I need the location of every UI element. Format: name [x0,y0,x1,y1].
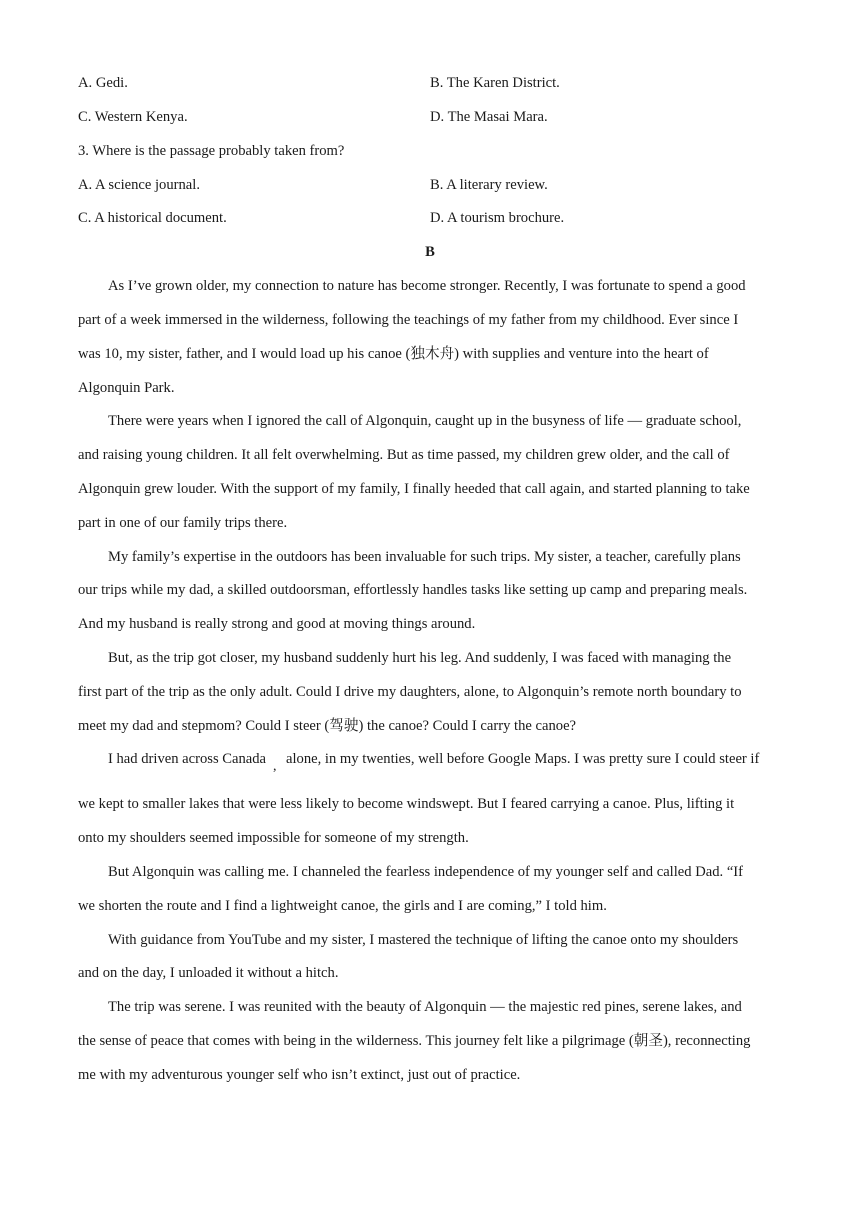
q3-option-row-2 [78,208,798,228]
passage-line: our trips while my dad, a skilled outdoorsman, effortlessly handles tasks like setting up camp and preparing meals. [78,582,748,598]
passage-line: was 10, my sister, father, and I would load up his canoe (独木舟) with supplies and venture into the heart of [78,346,709,362]
q3-stem: 3. Where is the passage probably taken from? [78,143,345,159]
q3-option-d: D. A tourism brochure. [430,210,565,226]
q2-option-row-2 [78,107,798,127]
passage-line: But Algonquin was calling me. I channeled the fearless independence of my younger self and called Dad. “If [108,864,744,880]
q2-option-row-1 [78,73,798,93]
passage-line: As I’ve grown older, my connection to nature has become stronger. Recently, I was fortunate to spend a good [108,278,746,294]
passage-line: the sense of peace that comes with being in the wilderness. This journey felt like a pilgrimage (朝圣), reconnecting [78,1033,751,1049]
passage-line: me with my adventurous younger self who isn’t extinct, just out of practice. [78,1067,521,1083]
passage-line: part in one of our family trips there. [78,515,288,531]
passage-line: onto my shoulders seemed impossible for someone of my strength. [78,830,469,846]
passage-line: With guidance from YouTube and my sister, I mastered the technique of lifting the canoe onto my shoulders [108,932,739,948]
passage-line: And my husband is really strong and good at moving things around. [78,616,476,632]
passage-line: My family’s expertise in the outdoors has been invaluable for such trips. My sister, a teacher, carefully plans [108,549,741,565]
passage-line: first part of the trip as the only adult. Could I drive my daughters, alone, to Algonquin’s remote north boundary to [78,684,742,700]
q3-option-b: B. A literary review. [430,177,548,193]
q2-option-c: C. Western Kenya. [78,109,188,125]
q2-option-b: B. The Karen District. [430,75,560,91]
passage-line: and raising young children. It all felt overwhelming. But as time passed, my children grew older, and the call of [78,447,730,463]
stray-comma: , [273,759,277,774]
passage-line: meet my dad and stepmom? Could I steer (驾驶) the canoe? Could I carry the canoe? [78,718,577,734]
q2-option-a: A. Gedi. [78,75,128,91]
passage-line: and on the day, I unloaded it without a hitch. [78,965,339,981]
passage-line: part of a week immersed in the wilderness, following the teachings of my father from my childhood. Ever since I [78,312,739,328]
passage-line: There were years when I ignored the call of Algonquin, caught up in the busyness of life — graduate school, [108,413,742,429]
q2-option-d: D. The Masai Mara. [430,109,548,125]
passage-line: I had driven across Canada [108,751,267,767]
passage-line: we kept to smaller lakes that were less likely to become windswept. But I feared carrying a canoe. Plus, lifting it [78,796,735,812]
passage-line: alone, in my twenties, well before Google Maps. I was pretty sure I could steer if [286,751,760,767]
section-b-heading: B [425,244,435,260]
passage-line: Algonquin Park. [78,380,175,396]
passage-line: Algonquin grew louder. With the support of my family, I finally heeded that call again, and started planning to take [78,481,750,497]
q3-option-c: C. A historical document. [78,210,227,226]
passage-line: The trip was serene. I was reunited with the beauty of Algonquin — the majestic red pines, serene lakes, and [108,999,742,1015]
q3-option-a: A. A science journal. [78,177,200,193]
q3-option-row-1 [78,175,798,195]
passage-line: But, as the trip got closer, my husband suddenly hurt his leg. And suddenly, I was faced with managing the [108,650,732,666]
passage-line: we shorten the route and I find a lightweight canoe, the girls and I are coming,” I told him. [78,898,607,914]
